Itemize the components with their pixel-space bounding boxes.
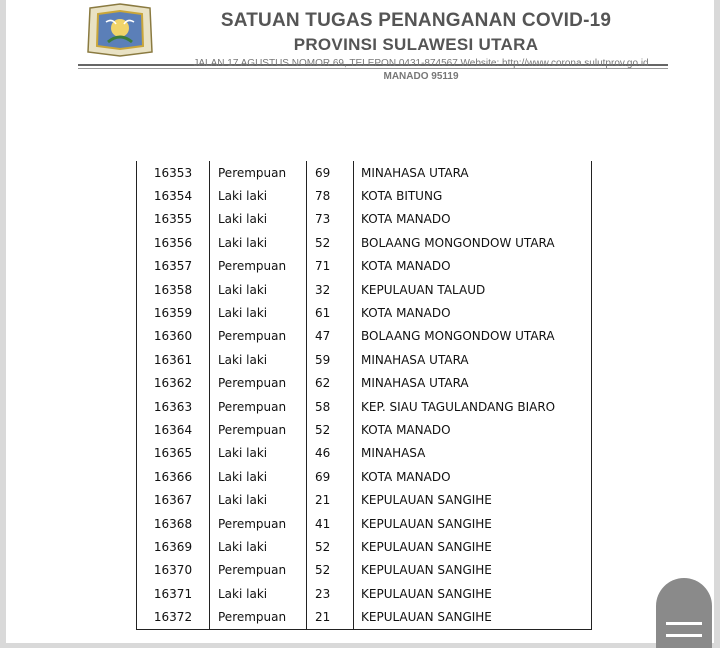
age-cell: 73 bbox=[307, 208, 354, 231]
table-row bbox=[137, 418, 592, 441]
case-number-cell: 16353 bbox=[137, 161, 210, 184]
region-cell: KOTA MANADO bbox=[354, 418, 592, 441]
case-number-cell: 16355 bbox=[137, 208, 210, 231]
table-row bbox=[137, 161, 592, 184]
age-cell: 21 bbox=[307, 605, 354, 629]
case-number-cell: 16356 bbox=[137, 231, 210, 254]
gender-cell: Perempuan bbox=[210, 395, 307, 418]
org-subtitle: PROVINSI SULAWESI UTARA bbox=[293, 35, 539, 54]
age-cell: 41 bbox=[307, 512, 354, 535]
gender-cell: Laki laki bbox=[210, 442, 307, 465]
table-row bbox=[137, 395, 592, 418]
age-cell: 47 bbox=[307, 325, 354, 348]
gender-cell: Perempuan bbox=[210, 605, 307, 629]
case-number-cell: 16354 bbox=[137, 184, 210, 207]
gender-cell: Perempuan bbox=[210, 255, 307, 278]
region-cell: KOTA BITUNG bbox=[354, 184, 592, 207]
region-cell: BOLAANG MONGONDOW UTARA bbox=[354, 231, 592, 254]
gender-cell: Laki laki bbox=[210, 301, 307, 324]
gender-cell: Perempuan bbox=[210, 512, 307, 535]
table-row bbox=[137, 512, 592, 535]
age-cell: 23 bbox=[307, 582, 354, 605]
table-row bbox=[137, 348, 592, 371]
table-row bbox=[137, 605, 592, 629]
age-cell: 71 bbox=[307, 255, 354, 278]
menu-icon-bar bbox=[666, 634, 702, 637]
region-cell: KOTA MANADO bbox=[354, 208, 592, 231]
age-cell: 69 bbox=[307, 465, 354, 488]
age-cell: 52 bbox=[307, 418, 354, 441]
age-cell: 58 bbox=[307, 395, 354, 418]
case-number-cell: 16358 bbox=[137, 278, 210, 301]
gender-cell: Perempuan bbox=[210, 161, 307, 184]
age-cell: 61 bbox=[307, 301, 354, 324]
region-cell: KEPULAUAN SANGIHE bbox=[354, 582, 592, 605]
region-cell: KEPULAUAN SANGIHE bbox=[354, 605, 592, 629]
age-cell: 21 bbox=[307, 488, 354, 511]
provincial-emblem-icon bbox=[86, 2, 154, 58]
age-cell: 78 bbox=[307, 184, 354, 207]
case-number-cell: 16359 bbox=[137, 301, 210, 324]
case-number-cell: 16365 bbox=[137, 442, 210, 465]
org-address: JALAN 17 AGUSTUS NOMOR 69, TELEPON 0431-874567 Website: http://www.corona.sulutprov.go.id bbox=[193, 58, 649, 69]
gender-cell: Laki laki bbox=[210, 208, 307, 231]
region-cell: BOLAANG MONGONDOW UTARA bbox=[354, 325, 592, 348]
org-title: SATUAN TUGAS PENANGANAN COVID-19 bbox=[220, 10, 612, 31]
region-cell: MINAHASA UTARA bbox=[354, 348, 592, 371]
gender-cell: Perempuan bbox=[210, 325, 307, 348]
region-cell: KEPULAUAN SANGIHE bbox=[354, 512, 592, 535]
case-number-cell: 16361 bbox=[137, 348, 210, 371]
table-row bbox=[137, 278, 592, 301]
case-number-cell: 16372 bbox=[137, 605, 210, 629]
region-cell: MINAHASA bbox=[354, 442, 592, 465]
document-page bbox=[6, 0, 714, 643]
case-number-cell: 16370 bbox=[137, 559, 210, 582]
age-cell: 52 bbox=[307, 559, 354, 582]
menu-button[interactable] bbox=[656, 578, 712, 648]
table-row bbox=[137, 325, 592, 348]
region-cell: KEPULAUAN TALAUD bbox=[354, 278, 592, 301]
gender-cell: Perempuan bbox=[210, 372, 307, 395]
region-cell: KOTA MANADO bbox=[354, 301, 592, 324]
case-number-cell: 16371 bbox=[137, 582, 210, 605]
gender-cell: Laki laki bbox=[210, 184, 307, 207]
case-number-cell: 16363 bbox=[137, 395, 210, 418]
age-cell: 52 bbox=[307, 231, 354, 254]
table-row bbox=[137, 372, 592, 395]
case-number-cell: 16369 bbox=[137, 535, 210, 558]
age-cell: 59 bbox=[307, 348, 354, 371]
case-table bbox=[136, 161, 592, 630]
region-cell: KOTA MANADO bbox=[354, 255, 592, 278]
table-row bbox=[137, 255, 592, 278]
region-cell: KEPULAUAN SANGIHE bbox=[354, 488, 592, 511]
case-number-cell: 16366 bbox=[137, 465, 210, 488]
gender-cell: Laki laki bbox=[210, 231, 307, 254]
region-cell: KEP. SIAU TAGULANDANG BIARO bbox=[354, 395, 592, 418]
gender-cell: Laki laki bbox=[210, 278, 307, 301]
case-number-cell: 16362 bbox=[137, 372, 210, 395]
region-cell: KOTA MANADO bbox=[354, 465, 592, 488]
case-number-cell: 16360 bbox=[137, 325, 210, 348]
table-row bbox=[137, 559, 592, 582]
case-number-cell: 16367 bbox=[137, 488, 210, 511]
gender-cell: Laki laki bbox=[210, 582, 307, 605]
region-cell: KEPULAUAN SANGIHE bbox=[354, 559, 592, 582]
case-number-cell: 16368 bbox=[137, 512, 210, 535]
gender-cell: Laki laki bbox=[210, 465, 307, 488]
table-row bbox=[137, 184, 592, 207]
region-cell: KEPULAUAN SANGIHE bbox=[354, 535, 592, 558]
gender-cell: Laki laki bbox=[210, 348, 307, 371]
table-row bbox=[137, 208, 592, 231]
table-row bbox=[137, 231, 592, 254]
org-city: MANADO 95119 bbox=[383, 71, 459, 82]
age-cell: 69 bbox=[307, 161, 354, 184]
table-row bbox=[137, 301, 592, 324]
age-cell: 62 bbox=[307, 372, 354, 395]
age-cell: 32 bbox=[307, 278, 354, 301]
region-cell: MINAHASA UTARA bbox=[354, 161, 592, 184]
table-row bbox=[137, 488, 592, 511]
menu-icon bbox=[666, 622, 702, 625]
table-row bbox=[137, 465, 592, 488]
table-row bbox=[137, 582, 592, 605]
age-cell: 52 bbox=[307, 535, 354, 558]
gender-cell: Perempuan bbox=[210, 559, 307, 582]
gender-cell: Laki laki bbox=[210, 535, 307, 558]
case-number-cell: 16364 bbox=[137, 418, 210, 441]
age-cell: 46 bbox=[307, 442, 354, 465]
case-number-cell: 16357 bbox=[137, 255, 210, 278]
gender-cell: Laki laki bbox=[210, 488, 307, 511]
table-row bbox=[137, 442, 592, 465]
table-row bbox=[137, 535, 592, 558]
region-cell: MINAHASA UTARA bbox=[354, 372, 592, 395]
gender-cell: Perempuan bbox=[210, 418, 307, 441]
